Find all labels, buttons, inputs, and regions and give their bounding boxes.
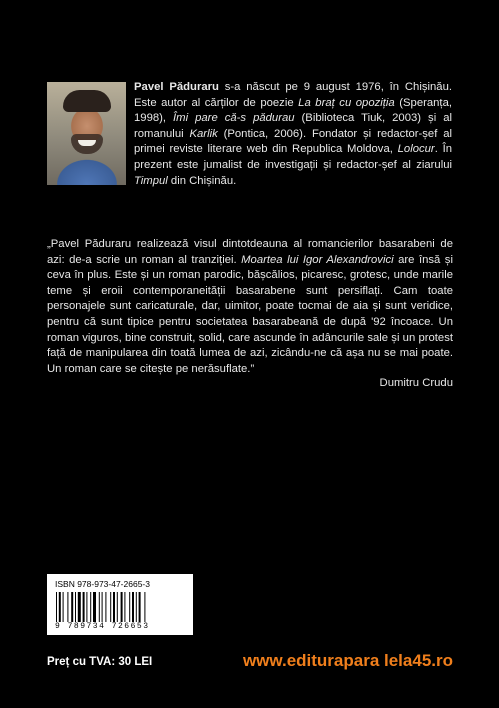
bio-text-5: . În prezent este jumalist de investigații și redactor-șef al ziarului <box>134 143 452 171</box>
isbn-block <box>47 574 193 635</box>
photo-hair <box>63 90 111 112</box>
bio-text-4: (Pontica, 2006). Fondator și redactor-șef al primei reviste literare web din Republica Moldova, <box>134 127 452 156</box>
bio-book-2: Îmi pare că-s pădurau <box>173 112 295 125</box>
author-photo <box>47 82 126 185</box>
quote-author: Dumitru Crudu <box>379 377 453 389</box>
bio-magazine: Lolocur <box>397 143 435 156</box>
quote-text-2: are însă și ceva în plus. Este și un roman parodic, bășcălios, picaresc, grotesc, unde marile teme și eroii contemporaneității basarabene sunt persiflați. Cam toate personajele sunt caricaturale, dar, uimitor, poate tocmai de aia și sunt veridice, pentru că sunt tipice pentru societatea basarabeană de după '92 încoace. Un roman viguros, bine construit, solid, care ascunde în adâncurile sale și un protest față de manipularea din toată lumea de azi, zicându-ne că așa nu se mai poate. Un roman care se citește pe nerăsuflate.” <box>47 253 453 375</box>
price-label: Preț cu TVA: 30 LEI <box>47 656 153 668</box>
bio-book-1: La braț cu opoziția <box>298 96 395 109</box>
bio-book-3: Karlik <box>189 127 218 140</box>
author-bio <box>134 80 452 189</box>
barcode-icon <box>55 592 169 622</box>
isbn-text: ISBN 978-973-47-2665-3 <box>55 579 150 589</box>
author-name: Pavel Păduraru <box>134 81 219 93</box>
bio-text-3: (Biblioteca Tiuk, 2003) și al romanului <box>134 112 453 140</box>
bio-text-2: (Speranța, 1998), <box>134 96 452 125</box>
bio-text-6: din Chișinău. <box>167 174 237 187</box>
quote-text-1: „Pavel Păduraru realizează visul dintotdeauna al romancierilor basarabeni de azi: de-a scrie un roman al tranziției. <box>47 238 453 266</box>
publisher-website[interactable]: www.editurapara lela45.ro <box>242 651 453 670</box>
review-quote <box>47 237 453 377</box>
barcode-digits: 9 789734 726653 <box>55 622 150 631</box>
bio-text-1: s-a născut pe 9 august 1976, în Chișinău. Este autor al cărților de poezie <box>134 81 452 109</box>
quote-book-title: Moartea lui Igor Alexandrovici <box>241 253 394 266</box>
bio-newspaper: Timpul <box>134 174 168 187</box>
